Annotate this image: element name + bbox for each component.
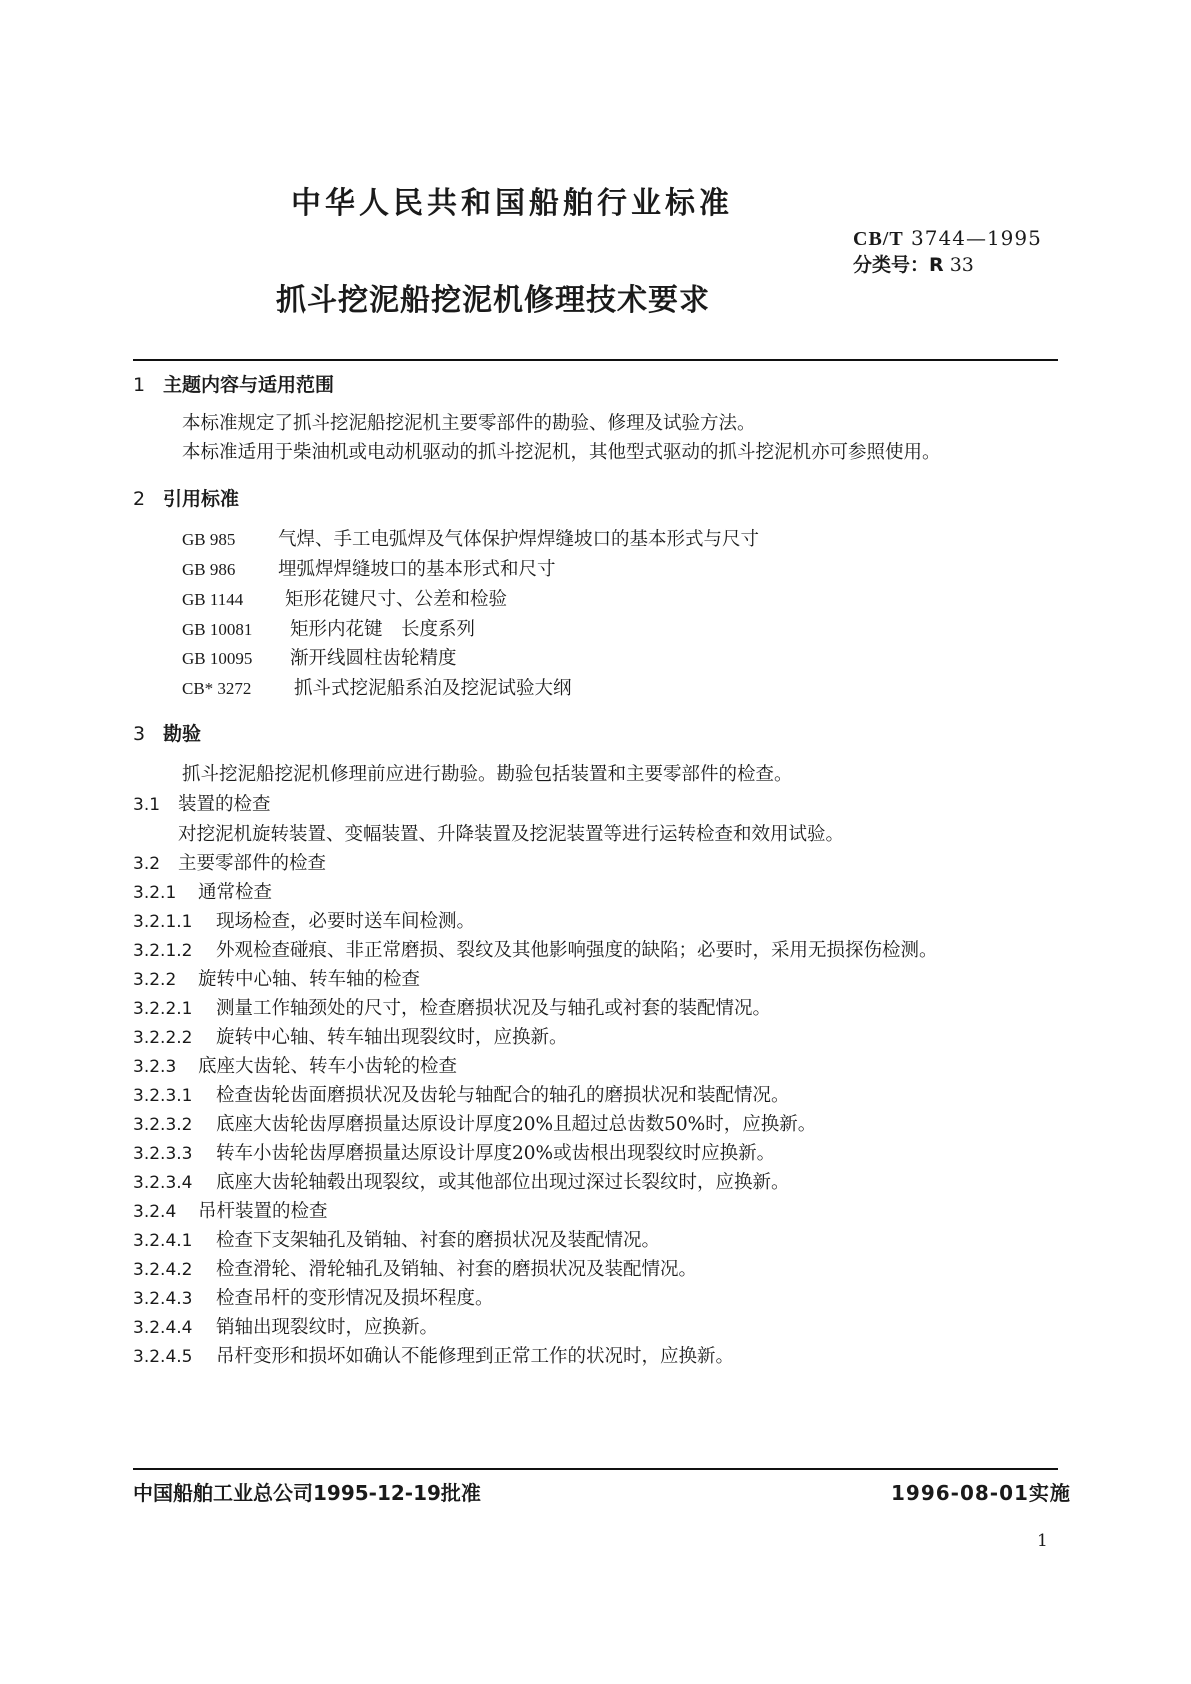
reference-title: 埋弧焊焊缝坡口的基本形式和尺寸 (278, 559, 556, 580)
clause-text: 转车小齿轮齿厚磨损量达原设计厚度20%或齿根出现裂纹时应换新。 (216, 1143, 776, 1164)
clause-text: 测量工作轴颈处的尺寸，检查磨损状况及与轴孔或衬套的装配情况。 (216, 998, 772, 1019)
clause-text: 检查滑轮、滑轮轴孔及销轴、衬套的磨损状况及装配情况。 (216, 1259, 698, 1280)
classification-code (853, 250, 974, 277)
classification-label: 分类号： (853, 254, 930, 276)
clause-number: 3.2.4.4 (133, 1318, 193, 1338)
clause-number: 3.2.4.3 (133, 1289, 193, 1309)
clause (133, 1052, 457, 1078)
clause-number: 3.2.3.2 (133, 1115, 193, 1135)
clause (133, 965, 420, 991)
clause-text: 检查下支架轴孔及销轴、衬套的磨损状况及装配情况。 (216, 1230, 661, 1251)
clause-text: 旋转中心轴、转车轴出现裂纹时，应换新。 (216, 1027, 568, 1048)
clause-text: 销轴出现裂纹时，应换新。 (216, 1317, 439, 1338)
reference-item (182, 615, 475, 641)
clause-number: 3.2.4 (133, 1202, 177, 1222)
clause-text: 吊杆变形和损坏如确认不能修理到正常工作的状况时，应换新。 (216, 1346, 735, 1367)
clause (133, 878, 272, 904)
classification-number: 33 (949, 254, 974, 276)
issuing-authority: 中华人民共和国船舶行业标准 (291, 186, 733, 221)
section-2-heading (133, 484, 239, 511)
classification-prefix: R (929, 254, 944, 276)
clause (133, 1081, 790, 1107)
clause-number: 3.2.2.1 (133, 999, 193, 1019)
clause (133, 790, 271, 816)
clause (133, 1284, 494, 1310)
section-3-number: 3 (133, 723, 146, 745)
clause (133, 994, 771, 1020)
standard-number: 3744—1995 (911, 226, 1042, 250)
clause (133, 1168, 790, 1194)
clause (133, 1110, 816, 1136)
section-1-heading (133, 370, 334, 397)
clause-number: 3.2.4.1 (133, 1231, 193, 1251)
header-divider (133, 359, 1058, 361)
standard-code (853, 226, 1042, 251)
clause (133, 1023, 568, 1049)
paragraph: 本标准规定了抓斗挖泥船挖泥机主要零部件的勘验、修理及试验方法。 (182, 413, 756, 434)
clause-text: 装置的检查 (178, 794, 271, 815)
approval-line: 中国船舶工业总公司1995-12-19批准 (133, 1481, 481, 1505)
reference-title: 气焊、手工电弧焊及气体保护焊焊缝坡口的基本形式与尺寸 (278, 529, 760, 550)
page-number: 1 (1037, 1531, 1048, 1551)
clause-text: 旋转中心轴、转车轴的检查 (198, 969, 421, 990)
paragraph: 本标准适用于柴油机或电动机驱动的抓斗挖泥机，其他型式驱动的抓斗挖泥机亦可参照使用。 (182, 442, 941, 463)
clause-number: 3.2.4.5 (133, 1347, 193, 1367)
reference-title: 矩形花键尺寸、公差和检验 (285, 589, 508, 610)
reference-code: GB 985 (182, 530, 236, 549)
reference-item (182, 674, 572, 700)
clause-number: 3.2.1.2 (133, 941, 193, 961)
reference-item (182, 644, 457, 670)
reference-title: 矩形内花键 长度系列 (290, 619, 476, 640)
clause-text: 吊杆装置的检查 (198, 1201, 328, 1222)
clause (133, 1342, 734, 1368)
reference-code: GB 1144 (182, 590, 244, 609)
clause-number: 3.2.1 (133, 883, 177, 903)
clause-text: 现场检查，必要时送车间检测。 (216, 911, 476, 932)
clause-text: 通常检查 (198, 882, 273, 903)
section-3-title: 勘验 (163, 723, 202, 745)
reference-title: 抓斗式挖泥船系泊及挖泥试验大纲 (294, 678, 572, 699)
reference-code: GB 10081 (182, 620, 253, 639)
paragraph: 对挖泥机旋转装置、变幅装置、升降装置及挖泥装置等进行运转检查和效用试验。 (178, 824, 845, 845)
clause-number: 3.2 (133, 854, 161, 874)
clause-text: 底座大齿轮轴毂出现裂纹，或其他部位出现过深过长裂纹时，应换新。 (216, 1172, 790, 1193)
reference-item (182, 525, 759, 551)
clause-number: 3.2.3.3 (133, 1144, 193, 1164)
reference-item (182, 585, 507, 611)
footer-divider (133, 1468, 1058, 1470)
implementation-date: 1996-08-01实施 (891, 1481, 1071, 1505)
clause-text: 底座大齿轮齿厚磨损量达原设计厚度20%且超过总齿数50%时，应换新。 (216, 1114, 817, 1135)
clause (133, 1255, 697, 1281)
reference-title: 渐开线圆柱齿轮精度 (290, 648, 457, 669)
clause (133, 1313, 438, 1339)
reference-code: CB* 3272 (182, 679, 252, 698)
reference-item (182, 555, 556, 581)
document-title: 抓斗挖泥船挖泥机修理技术要求 (276, 283, 710, 318)
clause (133, 849, 326, 875)
clause-number: 3.2.2 (133, 970, 177, 990)
clause-text: 主要零部件的检查 (178, 853, 327, 874)
section-2-number: 2 (133, 488, 146, 510)
clause (133, 1139, 775, 1165)
section-3-heading (133, 719, 201, 746)
clause-text: 底座大齿轮、转车小齿轮的检查 (198, 1056, 458, 1077)
clause (133, 936, 938, 962)
clause-number: 3.2.3.4 (133, 1173, 193, 1193)
clause (133, 1197, 328, 1223)
clause-text: 检查吊杆的变形情况及损坏程度。 (216, 1288, 494, 1309)
clause (133, 1226, 660, 1252)
clause-number: 3.2.2.2 (133, 1028, 193, 1048)
clause-number: 3.1 (133, 795, 161, 815)
section-1-title: 主题内容与适用范围 (163, 374, 335, 396)
clause-text: 检查齿轮齿面磨损状况及齿轮与轴配合的轴孔的磨损状况和装配情况。 (216, 1085, 790, 1106)
clause-number: 3.2.4.2 (133, 1260, 193, 1280)
clause-text: 外观检查碰痕、非正常磨损、裂纹及其他影响强度的缺陷；必要时，采用无损探伤检测。 (216, 940, 938, 961)
reference-code: GB 986 (182, 560, 236, 579)
reference-code: GB 10095 (182, 649, 253, 668)
section-1-number: 1 (133, 374, 146, 396)
clause (133, 907, 475, 933)
paragraph: 抓斗挖泥船挖泥机修理前应进行勘验。勘验包括装置和主要零部件的检查。 (182, 764, 793, 785)
standard-prefix: CB/T (853, 228, 904, 250)
clause-number: 3.2.3.1 (133, 1086, 193, 1106)
clause-number: 3.2.1.1 (133, 912, 193, 932)
clause-number: 3.2.3 (133, 1057, 177, 1077)
section-2-title: 引用标准 (163, 488, 240, 510)
